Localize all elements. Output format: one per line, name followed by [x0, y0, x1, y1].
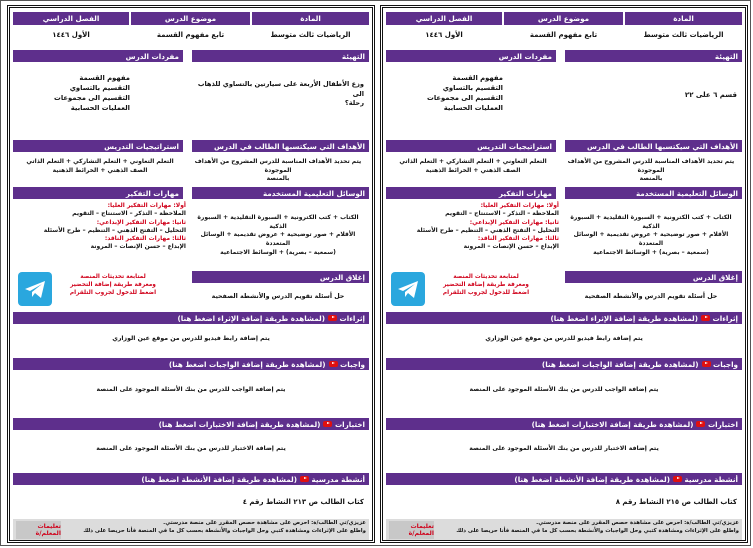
intro-heading: التهيئة — [565, 50, 742, 62]
activity-text: كتاب الطالب ص ٢١٣ النشاط رقم ٤ — [242, 498, 364, 506]
tools-line: الكتاب + كتب الكترونية + السبورة التقليدية + السبورة الذكية — [197, 214, 359, 230]
goals-line: بالمنصة — [266, 175, 290, 183]
youtube-icon[interactable] — [329, 361, 338, 367]
goals-line: بالمنصة — [639, 175, 663, 183]
tools-text — [190, 214, 366, 257]
enrich-text: يتم إضافة رابط فيديو للدرس من موقع عين الوزاري — [112, 335, 270, 342]
tools-line: (سمعية – بصرية) + الوسائط الاجتماعية — [220, 248, 336, 256]
telegram-icon[interactable] — [18, 272, 52, 306]
lesson-plan-left — [7, 5, 375, 543]
tests-heading[interactable] — [13, 418, 369, 430]
homework-title: واجبات — [713, 359, 738, 369]
telegram-line: لمتابعة تحديثات المنصة — [453, 274, 519, 280]
strategies-text — [389, 158, 557, 175]
youtube-icon[interactable] — [300, 476, 309, 482]
topic-value: تابع مفهوم القسمة — [504, 27, 623, 43]
enrich-heading[interactable] — [386, 312, 742, 324]
activity-heading[interactable] — [386, 473, 742, 485]
strategies-line: الصف الذهني + الخرائط الذهنية — [425, 166, 521, 174]
closing-heading: إغلاق الدرس — [565, 271, 742, 283]
semester-value: الأول ١٤٤٦ — [386, 27, 502, 43]
tests-text: يتم إضافة الاختبار للدرس من بنك الأسئلة الموجود على المنصة — [469, 445, 659, 452]
vocab-heading: مفردات الدرس — [386, 50, 556, 62]
goals-text — [190, 158, 366, 184]
thinking-text — [16, 202, 186, 252]
tools-heading: الوسائل التعليمية المستخدمة — [565, 187, 742, 199]
strategies-line: الصف الذهني + الخرائط الذهنية — [52, 166, 148, 174]
thinking-line: الملاحظة – التذكر – الاستنتاج – التقويم — [445, 210, 559, 218]
goals-heading: الأهداف التي سيكتسبها الطالب في الدرس — [192, 140, 369, 152]
activity-title: أنشطة مدرسية — [684, 474, 738, 484]
enrich-text: يتم إضافة رابط فيديو للدرس من موقع عين الوزاري — [485, 335, 643, 342]
enrich-title: إثراءات — [712, 313, 738, 323]
goals-heading: الأهداف التي سيكتسبها الطالب في الدرس — [565, 140, 742, 152]
vocab-item: العمليات الحسابية — [443, 103, 503, 112]
subject-label: المادة — [252, 12, 369, 25]
homework-text: يتم إضافة الواجب للدرس من بنك الأسئلة الموجود على المنصة — [96, 386, 286, 393]
notes-text — [438, 520, 739, 535]
thinking-line: ثانيا: مهارات التفكير الإبداعي: — [469, 218, 559, 226]
homework-link[interactable]: (لمشاهدة طريقة إضافة الواجبات اضغط هنا) — [168, 359, 326, 369]
notes-line: عزيزي/تي الطالب/ة: احرص على مشاهدة حصص المقرر على منصة مدرستي. — [536, 520, 739, 526]
lesson-plan-right — [380, 5, 748, 543]
enrich-link[interactable]: (لمشاهدة طريقة إضافة الإثراء اضغط هنا) — [550, 313, 699, 323]
thinking-heading: مهارات التفكير — [13, 187, 183, 199]
subject-value: الرياضيات ثالث متوسط — [252, 27, 369, 43]
closing-text: حل أسئلة تقويم الدرس والأنشطة الصفحية — [211, 293, 345, 300]
goals-line: يتم تحديد الأهداف المناسبة للدرس المشروح من الأهداف الموجودة — [567, 158, 735, 174]
important-label: تعليمات المعلم/ة — [389, 521, 434, 539]
vocab-heading: مفردات الدرس — [13, 50, 183, 62]
youtube-icon[interactable] — [702, 361, 711, 367]
homework-heading[interactable] — [386, 358, 742, 370]
semester-value: الأول ١٤٤٦ — [13, 27, 129, 43]
enrich-link[interactable]: (لمشاهدة طريقة إضافة الإثراء اضغط هنا) — [177, 313, 326, 323]
thinking-text — [389, 202, 559, 252]
telegram-line: ومعرفة طريقة إضافة التحضير — [70, 281, 156, 288]
subject-value: الرياضيات ثالث متوسط — [625, 27, 742, 43]
thinking-line: ثالثا: مهارات التفكير الناقد: — [104, 235, 186, 243]
homework-text: يتم إضافة الواجب للدرس من بنك الأسئلة الموجود على المنصة — [469, 386, 659, 393]
activity-link[interactable]: (لمشاهدة طريقة إضافة الأنشطة اضغط هنا) — [141, 474, 298, 484]
vocab-item: مفهوم القسمة — [452, 74, 503, 82]
vocab-list — [50, 74, 130, 113]
tools-heading: الوسائل التعليمية المستخدمة — [192, 187, 369, 199]
vocab-item: العمليات الحسابية — [70, 103, 130, 112]
telegram-line: اضغط للدخول لجروب التلقرام — [442, 289, 530, 296]
vocab-item: التقسيم الى مجموعات — [53, 93, 130, 102]
thinking-line: ثانيا: مهارات التفكير الإبداعي: — [96, 218, 186, 226]
telegram-icon[interactable] — [391, 272, 425, 306]
notes-text — [65, 520, 366, 535]
topic-label: موضوع الدرس — [131, 12, 250, 25]
tests-title: اختبارات — [707, 419, 738, 429]
intro-text — [567, 90, 737, 100]
strategies-line: التعلم التعاوني + التعلم التشاركي + التعلم الذاتي — [399, 158, 547, 165]
youtube-icon[interactable] — [328, 315, 337, 321]
tools-line: الأقلام + صور توضيحية + عروض تقديمية + الوسائل المتعددة — [573, 231, 729, 248]
vocab-item: التقسيم بالتساوي — [69, 83, 130, 92]
telegram-line: لمتابعة تحديثات المنصة — [80, 274, 146, 280]
activity-link[interactable]: (لمشاهدة طريقة إضافة الأنشطة اضغط هنا) — [514, 474, 671, 484]
closing-text: حل أسئلة تقويم الدرس والأنشطة الصفحية — [584, 293, 718, 300]
tools-line: الكتاب + كتب الكترونية + السبورة التقليدية + السبورة الذكية — [570, 214, 732, 230]
strategies-heading: استراتيجيات التدريس — [13, 140, 183, 152]
strategies-heading: استراتيجيات التدريس — [386, 140, 556, 152]
tests-text: يتم إضافة الاختبار للدرس من بنك الأسئلة الموجود على المنصة — [96, 445, 286, 452]
goals-text — [563, 158, 739, 184]
intro-text — [194, 80, 364, 109]
telegram-line: ومعرفة طريقة إضافة التحضير — [443, 281, 529, 288]
youtube-icon[interactable] — [323, 421, 332, 427]
goals-line: يتم تحديد الأهداف المناسبة للدرس المشروح من الأهداف الموجودة — [194, 158, 362, 174]
intro-line: قسم ٦ على ٢٢ — [684, 91, 737, 99]
notes-line: واطلع على الإثراءات ومشاهدة كتبي وحل الواجبات والأنشطة بحسب كل ما في المنصة فأنا حريصا على ذلك — [456, 527, 739, 534]
tests-link[interactable]: (لمشاهدة طريقة إضافة الاختبارات اضغط هنا) — [158, 419, 321, 429]
tests-title: اختبارات — [334, 419, 365, 429]
vocab-item: التقسيم بالتساوي — [442, 83, 503, 92]
vocab-item: التقسيم الى مجموعات — [426, 93, 503, 102]
activity-text: كتاب الطالب ص ٢١٥ النشاط رقم ٨ — [615, 498, 737, 506]
homework-title: واجبات — [340, 359, 365, 369]
intro-line: وزع الأطفال الأربعة على سيارتين بالتساوي للذهاب الى — [197, 80, 364, 98]
intro-line: رحلة؟ — [344, 99, 364, 108]
thinking-line: التحليل – التفتح الذهني – التنظيم – طرح الأسئلة — [416, 226, 559, 234]
thinking-line: التحليل – التفتح الذهني – التنظيم – طرح الأسئلة — [43, 226, 186, 234]
youtube-icon[interactable] — [701, 315, 710, 321]
thinking-heading: مهارات التفكير — [386, 187, 556, 199]
thinking-line: الإبداع – حسن الإنصات – المرونة — [90, 243, 186, 251]
vocab-list — [423, 74, 503, 113]
thinking-line: الملاحظة – التذكر – الاستنتاج – التقويم — [72, 210, 186, 218]
vocab-item: مفهوم القسمة — [79, 74, 130, 82]
semester-label: الفصل الدراسي — [386, 12, 502, 25]
notes-line: واطلع على الإثراءات ومشاهدة كتبي وحل الواجبات والأنشطة بحسب كل ما في المنصة فأنا حريصا على ذلك — [83, 527, 366, 534]
homework-link[interactable]: (لمشاهدة طريقة إضافة الواجبات اضغط هنا) — [541, 359, 699, 369]
telegram-line: اضغط للدخول لجروب التلقرام — [69, 289, 157, 296]
telegram-text[interactable] — [58, 274, 168, 297]
topic-label: موضوع الدرس — [504, 12, 623, 25]
thinking-line: الإبداع – حسن الإنصات – المرونة — [463, 243, 559, 251]
topic-value: تابع مفهوم القسمة — [131, 27, 250, 43]
youtube-icon[interactable] — [673, 476, 682, 482]
closing-heading: إغلاق الدرس — [192, 271, 369, 283]
tools-line: (سمعية – بصرية) + الوسائط الاجتماعية — [593, 248, 709, 256]
thinking-line: أولا: مهارات التفكير العليا: — [480, 202, 559, 209]
tools-text — [563, 214, 739, 257]
important-label: تعليمات المعلم/ة — [16, 521, 61, 539]
youtube-icon[interactable] — [696, 421, 705, 427]
activity-title: أنشطة مدرسية — [311, 474, 365, 484]
telegram-text[interactable] — [431, 274, 541, 297]
strategies-text — [16, 158, 184, 175]
subject-label: المادة — [625, 12, 742, 25]
activity-heading[interactable] — [13, 473, 369, 485]
tools-line: الأقلام + صور توضيحية + عروض تقديمية + الوسائل المتعددة — [200, 231, 356, 248]
tests-heading[interactable] — [386, 418, 742, 430]
notes-line: عزيزي/تي الطالب/ة: احرص على مشاهدة حصص المقرر على منصة مدرستي. — [163, 520, 366, 526]
enrich-title: إثراءات — [339, 313, 365, 323]
homework-heading[interactable] — [13, 358, 369, 370]
enrich-heading[interactable] — [13, 312, 369, 324]
intro-heading: التهيئة — [192, 50, 369, 62]
thinking-line: ثالثا: مهارات التفكير الناقد: — [477, 235, 559, 243]
tests-link[interactable]: (لمشاهدة طريقة إضافة الاختبارات اضغط هنا) — [531, 419, 694, 429]
thinking-line: أولا: مهارات التفكير العليا: — [107, 202, 186, 209]
semester-label: الفصل الدراسي — [13, 12, 129, 25]
strategies-line: التعلم التعاوني + التعلم التشاركي + التعلم الذاتي — [26, 158, 174, 165]
